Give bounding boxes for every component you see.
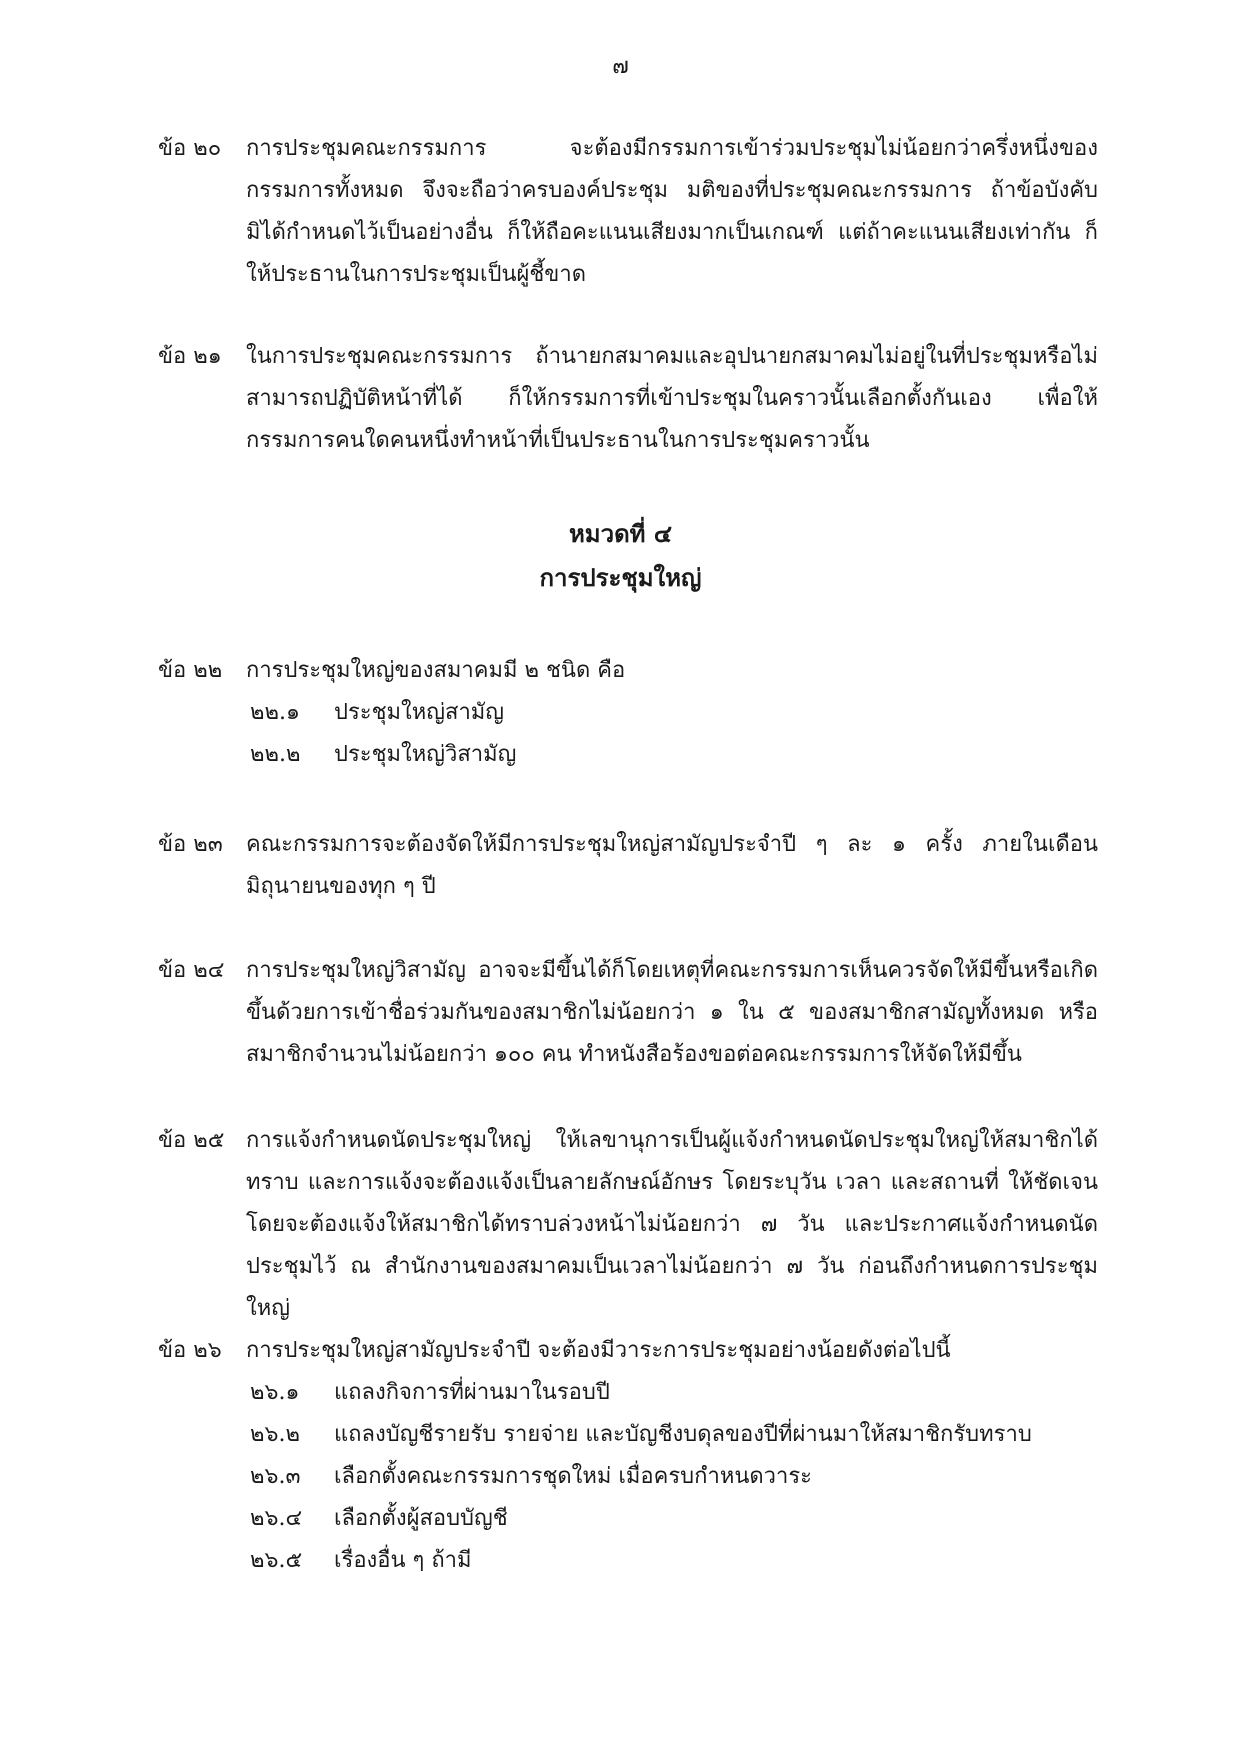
clause-label: ข้อ ๒๓	[158, 832, 223, 857]
clause-25	[158, 1120, 1098, 1330]
list-item-number: ๒๖.๓	[250, 1464, 301, 1489]
clause-text: คณะกรรมการจะต้องจัดให้มีการประชุมใหญ่สามัญประจำปี ๆ ละ ๑ ครั้ง ภายในเดือนมิถุนายนของทุก ๆ ปี	[246, 832, 1098, 899]
clause-text: ในการประชุมคณะกรรมการ ถ้านายกสมาคมและอุปนายกสมาคมไม่อยู่ในที่ประชุมหรือไม่สามารถปฏิบัติหน้าที่ได้ ก็ให้กรรมการที่เข้าประชุมในคราวนั้นเลือกตั้งกันเอง เพื่อให้กรรมการคนใดคนหนึ่งทำหน้าที่เป็นประธานในการประชุมคราวนั้น	[246, 344, 1098, 453]
list-item	[246, 1498, 1098, 1540]
section-number: หมวดที่ ๔	[568, 519, 673, 548]
list-item	[246, 1414, 1098, 1456]
list-item-text: ประชุมใหญ่วิสามัญ	[334, 742, 517, 767]
clause-text: การประชุมคณะกรรมการ จะต้องมีกรรมการเข้าร่วมประชุมไม่น้อยกว่าครึ่งหนึ่งของกรรมการทั้งหมด จึงจะถือว่าครบองค์ประชุม มติของที่ประชุมคณะกรรมการ ถ้าข้อบังคับมิได้กำหนดไว้เป็นอย่างอื่น ก็ให้ถือคะแนนเสียงมากเป็นเกณฑ์ แต่ถ้าคะแนนเสียงเท่ากัน ก็ให้ประธานในการประชุมเป็นผู้ชี้ขาด	[246, 136, 1098, 287]
list-item-text: แถลงบัญชีรายรับ รายจ่าย และบัญชีงบดุลของปีที่ผ่านมาให้สมาชิกรับทราบ	[334, 1422, 1032, 1447]
page-number: ๗	[612, 54, 629, 79]
clause-label: ข้อ ๒๐	[158, 136, 222, 161]
list-item	[246, 1540, 1098, 1582]
list-item-number: ๒๖.๑	[250, 1380, 300, 1405]
sub-item-list	[246, 1372, 1098, 1582]
clause-text: การประชุมใหญ่ของสมาคมมี ๒ ชนิด คือ	[246, 658, 626, 683]
clause-text: การแจ้งกำหนดนัดประชุมใหญ่ ให้เลขานุการเป็นผู้แจ้งกำหนดนัดประชุมใหญ่ให้สมาชิกได้ทราบ และการแจ้งจะต้องแจ้งเป็นลายลักษณ์อักษร โดยระบุวัน เวลา และสถานที่ ให้ชัดเจน โดยจะต้องแจ้งให้สมาชิกได้ทราบล่วงหน้าไม่น้อยกว่า ๗ วัน และประกาศแจ้งกำหนดนัดประชุมไว้ ณ สำนักงานของสมาคมเป็นเวลาไม่น้อยกว่า ๗ วัน ก่อนถึงกำหนดการประชุมใหญ่	[246, 1128, 1098, 1321]
list-item-number: ๒๖.๒	[250, 1422, 300, 1447]
list-item-text: เลือกตั้งคณะกรรมการชุดใหม่ เมื่อครบกำหนดวาระ	[334, 1464, 812, 1489]
list-item-number: ๒๒.๑	[250, 700, 300, 725]
clause-label: ข้อ ๒๖	[158, 1338, 222, 1363]
list-item	[246, 1372, 1098, 1414]
clause-label: ข้อ ๒๒	[158, 658, 223, 683]
sub-item-list	[246, 692, 1098, 776]
clause-20	[158, 128, 1098, 296]
clause-23	[158, 824, 1098, 908]
clause-24	[158, 950, 1098, 1076]
list-item-text: ประชุมใหญ่สามัญ	[334, 700, 505, 725]
clause-label: ข้อ ๒๔	[158, 958, 225, 983]
clause-26	[158, 1330, 1098, 1582]
list-item-number: ๒๖.๔	[250, 1506, 303, 1531]
clause-label: ข้อ ๒๑	[158, 344, 222, 369]
clause-text: การประชุมใหญ่วิสามัญ อาจจะมีขึ้นได้ก็โดยเหตุที่คณะกรรมการเห็นควรจัดให้มีขึ้นหรือเกิดขึ้นด้วยการเข้าชื่อร่วมกันของสมาชิกไม่น้อยกว่า ๑ ใน ๕ ของสมาชิกสามัญทั้งหมด หรือสมาชิกจำนวนไม่น้อยกว่า ๑๐๐ คน ทำหนังสือร้องขอต่อคณะกรรมการให้จัดให้มีขึ้น	[246, 958, 1098, 1067]
list-item	[246, 692, 1098, 734]
clause-22	[158, 650, 1098, 776]
clause-21	[158, 336, 1098, 462]
list-item	[246, 734, 1098, 776]
list-item-text: เรื่องอื่น ๆ ถ้ามี	[334, 1548, 472, 1573]
list-item-text: แถลงกิจการที่ผ่านมาในรอบปี	[334, 1380, 610, 1405]
section-title: การประชุมใหญ่	[539, 563, 702, 592]
list-item	[246, 1456, 1098, 1498]
clause-text: การประชุมใหญ่สามัญประจำปี จะต้องมีวาระการประชุมอย่างน้อยดังต่อไปนี้	[246, 1338, 951, 1363]
list-item-number: ๒๒.๒	[250, 742, 301, 767]
list-item-number: ๒๖.๕	[250, 1548, 303, 1573]
clause-label: ข้อ ๒๕	[158, 1128, 225, 1153]
list-item-text: เลือกตั้งผู้สอบบัญชี	[334, 1506, 508, 1531]
